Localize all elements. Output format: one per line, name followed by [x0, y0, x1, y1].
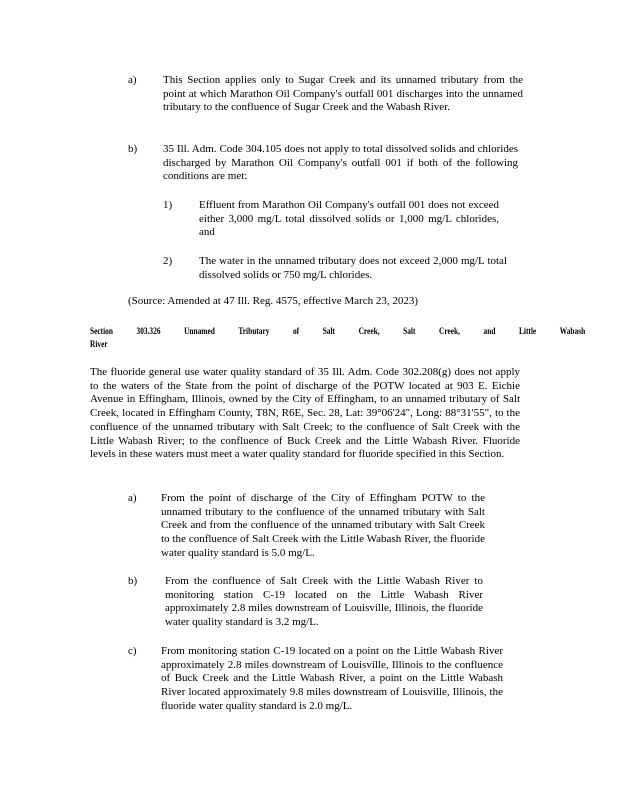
heading-word: Salt [322, 326, 336, 336]
section-heading [90, 325, 585, 351]
heading-word: of [292, 326, 300, 336]
fluoride-item-b-marker: b) [128, 575, 138, 587]
heading-word: Creek, [358, 326, 380, 336]
heading-word: Salt [403, 326, 416, 336]
heading-word: Section [90, 326, 113, 336]
fluoride-item-b-text: From the confluence of Salt Creek with the Little Wabash River to monitoring station C-19 located on the Little Wabash River approximately 2.8 miles downstream of Louisville, Illinois, the fluoride water quality standard is 3.2 mg/L. [165, 575, 483, 629]
fluoride-item-a-text: From the point of discharge of the City of Effingham POTW to the unnamed tributary to the confluence of the unnamed tributary with Salt Creek and from the confluence of the unnamed tributary with Salt Creek to the confluence of Salt Creek with the Little Wabash River, the fluoride water quality standard is 5.0 mg/L. [161, 492, 485, 559]
condition-1-marker: 1) [163, 199, 173, 211]
heading-word: Creek, [438, 326, 460, 336]
heading-word: Unnamed [184, 326, 215, 336]
heading-word: Wabash [559, 326, 586, 336]
subsection-a-marker: a) [128, 74, 137, 86]
subsection-b-text: 35 Ill. Adm. Code 304.105 does not apply to total dissolved solids and chlorides discharged by Marathon Oil Company's outfall 001 if both of the following conditions are met: [163, 143, 518, 183]
heading-word: Tributary [238, 326, 270, 336]
fluoride-item-a-marker: a) [128, 492, 137, 504]
source-note: (Source: Amended at 47 Ill. Reg. 4575, effective March 23, 2023) [128, 295, 418, 307]
subsection-a-text: This Section applies only to Sugar Creek and its unnamed tributary from the point at which Marathon Oil Company's outfall 001 discharges into the unnamed tributary to the confluence of Sugar Creek and the Wabash River. [163, 74, 523, 114]
heading-word: 303.326 [136, 326, 161, 336]
heading-word: Little [518, 326, 537, 336]
condition-1-text: Effluent from Marathon Oil Company's outfall 001 does not exceed either 3,000 mg/L total dissolved solids or 1,000 mg/L chlorides, and [199, 199, 499, 239]
condition-2-marker: 2) [163, 255, 173, 267]
intro-paragraph: The fluoride general use water quality standard of 35 Ill. Adm. Code 302.208(g) does not apply to the waters of the State from the point of discharge of the POTW located at 903 E. Eichie Avenue in Effingham, Illinois, owned by the City of Effingham, to an unnamed tributary of Salt Creek, located in Effingham County, T8N, R6E, Sec. 28, Lat: 39°06'24", Long: 88°31'55", to the confluence of the unnamed tributary with Salt Creek; to the confluence of Salt Creek with the Little Wabash River; to the confluence of Buck Creek and the Little Wabash River. Fluoride levels in these waters must meet a water quality standard for fluoride specified in this Section. [90, 366, 520, 461]
condition-2-text: The water in the unnamed tributary does not exceed 2,000 mg/L total dissolved solids or 750 mg/L chlorides. [199, 255, 507, 281]
subsection-b-marker: b) [128, 143, 138, 155]
fluoride-item-c-text: From monitoring station C-19 located on a point on the Little Wabash River approximately 2.8 miles downstream of Louisville, Illinois to the confluence of Buck Creek and the Little Wabash River, a point on the Little Wabash River located approximately 9.8 miles downstream of Louisville, Illinois, the fluoride water quality standard is 2.0 mg/L. [161, 645, 503, 712]
fluoride-item-c-marker: c) [128, 645, 137, 657]
heading-continuation: River [90, 339, 108, 349]
heading-word: and [483, 326, 496, 336]
